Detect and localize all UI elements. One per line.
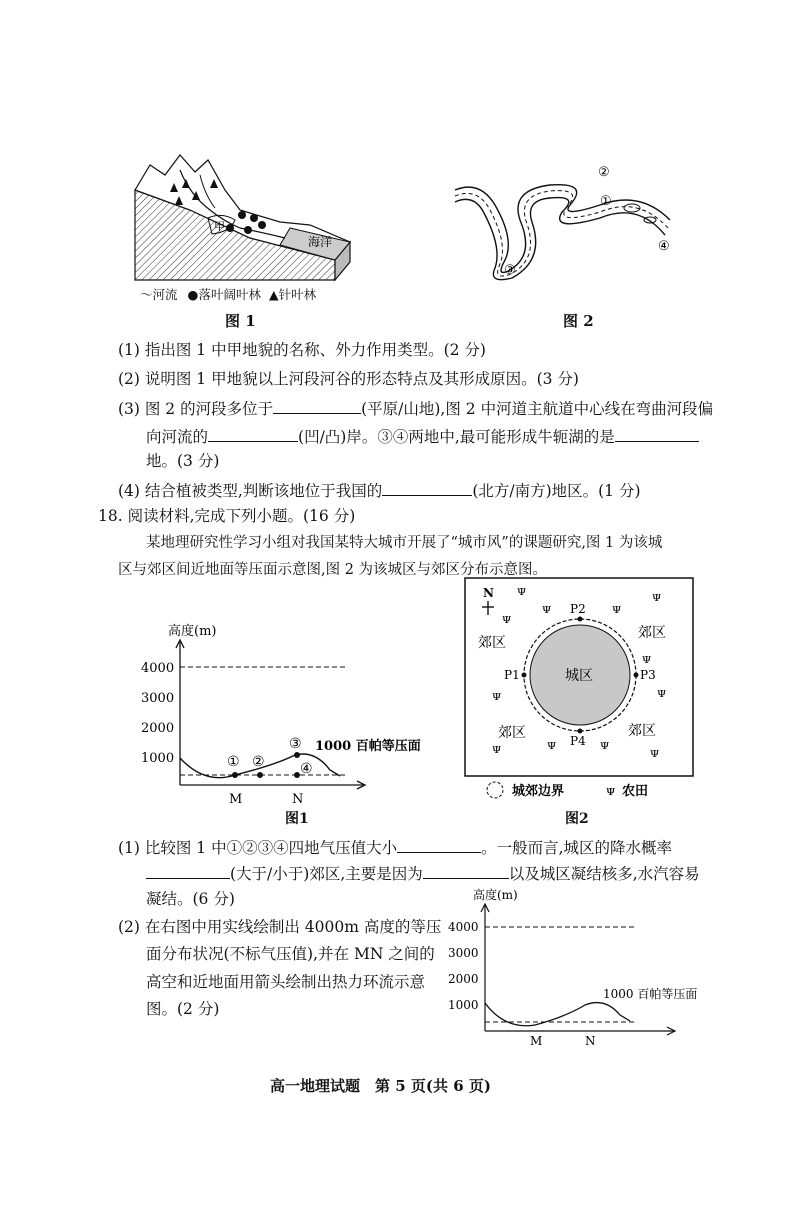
svg-text:ᴪ: ᴪ [650, 746, 660, 761]
y-axis-label: 高度(m) [168, 624, 217, 639]
svg-text:ᴪ: ᴪ [642, 652, 652, 667]
q18-title: 18. 阅读材料,完成下列小题。(16 分) [98, 507, 356, 525]
curve-label: 1000 百帕等压面 [315, 739, 421, 754]
suburb-label-ne: 郊区 [638, 625, 666, 641]
small-y-axis-label: 高度(m) [473, 888, 518, 902]
suburb-label-sw: 郊区 [498, 725, 526, 741]
svg-text:ᴪ: ᴪ [657, 686, 667, 701]
answer-blank[interactable] [208, 425, 298, 442]
svg-text:ᴪ: ᴪ [517, 584, 527, 599]
ytick-1000: 1000 [141, 751, 175, 766]
small-ytick-3000: 3000 [448, 946, 479, 960]
marker-4: ④ [658, 239, 670, 254]
legend-farmland: 农田 [622, 784, 649, 799]
q18-intro-line1: 某地理研究性学习小组对我国某特大城市开展了“城市风”的课题研究,图 1 为该城 [146, 535, 663, 551]
q18-intro-line2: 区与郊区间近地面等压面示意图,图 2 为该城区与郊区分布示意图。 [118, 562, 548, 578]
fig18-1-caption: 图1 [285, 811, 309, 827]
answer-blank[interactable] [382, 479, 472, 496]
ytick-2000: 2000 [141, 721, 175, 736]
answer-blank[interactable] [273, 397, 361, 414]
suburb-label-se: 郊区 [628, 723, 656, 739]
fig1-caption: 图 1 [225, 312, 256, 330]
q18-item-2-line4: 图。(2 分) [146, 1000, 220, 1018]
city-label: 城区 [565, 668, 593, 684]
marker-2: ② [598, 165, 610, 180]
svg-text:ᴪ: ᴪ [652, 590, 662, 605]
legend-boundary: 城郊边界 [512, 784, 565, 799]
small-curve-label: 1000 百帕等压面 [603, 987, 698, 1001]
small-ytick-2000: 2000 [448, 972, 479, 986]
small-isobar-chart[interactable] [445, 885, 698, 1050]
svg-text:ᴪ: ᴪ [492, 742, 502, 757]
q17-item-3-line3: 地。(3 分) [146, 452, 220, 470]
q18-item-1-line3: 凝结。(6 分) [146, 890, 235, 908]
ytick-3000: 3000 [141, 691, 175, 706]
point-4: ④ [300, 761, 313, 777]
q18-item-2-line2: 面分布状况(不标气压值),并在 MN 之间的 [146, 945, 435, 963]
fig1-legend: ～河流 ●落叶阔叶林 ▲针叶林 [140, 287, 317, 302]
point-1: ① [227, 754, 240, 770]
answer-blank[interactable] [615, 425, 699, 442]
north-label: N [483, 586, 494, 600]
river-legend-icon: ～ [140, 287, 153, 302]
page-footer: 高一地理试题 第 5 页(共 6 页) [270, 1077, 491, 1095]
fig1-landform-diagram [130, 150, 360, 300]
small-x-label-M: M [530, 1034, 543, 1048]
fig2-meander-diagram [440, 160, 690, 285]
small-ytick-4000: 4000 [448, 920, 479, 934]
marker-1: ① [600, 194, 612, 209]
x-label-M: M [229, 792, 243, 807]
q18-item-2-line1: (2) 在右图中用实线绘制出 4000m 高度的等压 [118, 918, 442, 936]
p2-label: P2 [570, 602, 586, 616]
ytick-4000: 4000 [141, 661, 175, 676]
q18-item-2-line3: 高空和近地面用箭头绘制出热力环流示意 [146, 973, 426, 991]
x-label-N: N [292, 792, 304, 807]
point-2: ② [252, 754, 265, 770]
fig18-2-caption: 图2 [565, 811, 589, 827]
boundary-legend-icon [487, 782, 503, 798]
svg-text:ᴪ: ᴪ [547, 738, 557, 753]
q18-item-1-line2: (大于/小于)郊区,主要是因为 以及城区凝结核多,水汽容易 [146, 862, 700, 884]
fig18-1-isobar-chart [135, 620, 421, 815]
conifer-legend-icon: ▲ [268, 287, 279, 302]
point-3: ③ [289, 736, 302, 752]
answer-blank[interactable] [423, 862, 509, 879]
svg-text:ᴪ: ᴪ [600, 738, 610, 753]
fig2-caption: 图 2 [563, 312, 594, 330]
svg-text:ᴪ: ᴪ [542, 602, 552, 617]
svg-text:ᴪ: ᴪ [502, 612, 512, 627]
q17-item-2: (2) 说明图 1 甲地貌以上河段河谷的形态特点及其形成原因。(3 分) [118, 370, 579, 388]
jia-label: 甲 [214, 220, 225, 233]
svg-text:ᴪ: ᴪ [612, 602, 622, 617]
q17-item-4: (4) 结合植被类型,判断该地位于我国的 (北方/南方)地区。(1 分) [118, 479, 641, 501]
answer-blank[interactable] [397, 836, 481, 853]
ocean-label: 海洋 [308, 235, 333, 249]
p3-label: P3 [640, 668, 656, 682]
q18-item-1-line1: (1) 比较图 1 中①②③④四地气压值大小 。一般而言,城区的降水概率 [118, 836, 672, 858]
answer-blank[interactable] [146, 862, 230, 879]
small-ytick-1000: 1000 [448, 998, 479, 1012]
p4-label: P4 [570, 734, 586, 748]
fig18-2-city-map [462, 575, 697, 810]
small-x-label-N: N [585, 1034, 596, 1048]
p1-label: P1 [504, 668, 520, 682]
q17-item-3-line1: (3) 图 2 的河段多位于 (平原/山地),图 2 中河道主航道中心线在弯曲河段偏 [118, 397, 713, 419]
q17-item-1: (1) 指出图 1 中甲地貌的名称、外力作用类型。(2 分) [118, 341, 486, 359]
marker-3: ③ [504, 263, 516, 278]
svg-text:ᴪ: ᴪ [492, 689, 502, 704]
q17-item-3-line2: 向河流的 (凹/凸)岸。③④两地中,最可能形成牛轭湖的是 [146, 425, 699, 447]
deciduous-legend-icon: ● [187, 287, 199, 302]
suburb-label-nw: 郊区 [478, 635, 506, 651]
farmland-legend-icon: ᴪ [606, 784, 616, 799]
